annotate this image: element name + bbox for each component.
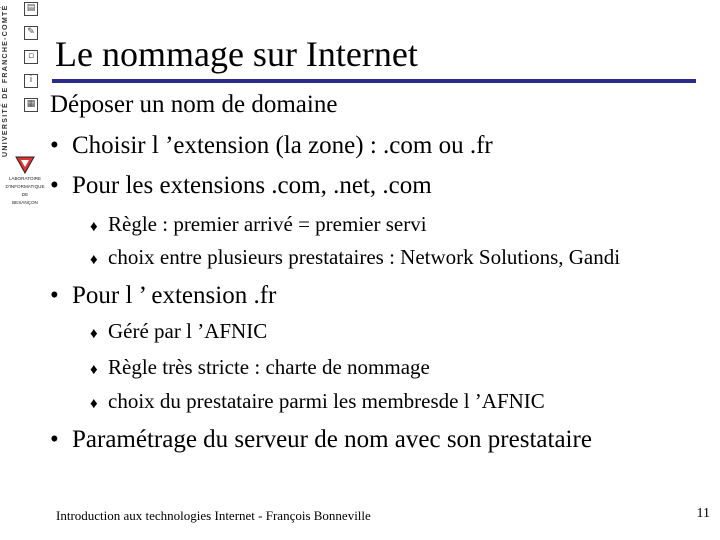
- list-item: [90, 389, 545, 414]
- diamond-bullet-icon: ♦: [90, 252, 98, 268]
- list-item: [50, 132, 493, 160]
- list-item-text: Paramétrage du serveur de nom avec son prestataire: [72, 426, 592, 453]
- list-item-text: Pour les extensions .com, .net, .com: [72, 172, 432, 199]
- diamond-bullet-icon: ♦: [90, 396, 98, 412]
- bullet-icon: •: [50, 132, 59, 159]
- bullet-icon: •: [50, 282, 59, 309]
- diamond-bullet-icon: ♦: [90, 219, 98, 235]
- list-item-text: choix du prestataire parmi les membresde l ’AFNIC: [108, 389, 545, 413]
- list-item: [50, 426, 592, 454]
- info-icon: i: [24, 74, 38, 88]
- list-item: [90, 319, 267, 344]
- bullet-icon: •: [50, 172, 59, 199]
- list-item-text: Déposer un nom de domaine: [50, 91, 338, 118]
- page-number: 11: [696, 506, 710, 521]
- list-item-text: Géré par l ’AFNIC: [108, 319, 268, 343]
- title-underline: [52, 79, 696, 83]
- list-item: [90, 212, 427, 237]
- grid-icon: ▦: [24, 98, 38, 112]
- bullet-icon: •: [50, 426, 59, 453]
- edit-icon: ✎: [24, 26, 38, 40]
- list-item-text: Pour l ’ extension .fr: [72, 282, 277, 309]
- footer-text: Introduction aux technologies Internet - François Bonneville: [56, 508, 371, 523]
- list-item: [90, 355, 430, 380]
- university-name: UNIVERSITÉ DE FRANCHE-COMTÉ: [2, 4, 9, 158]
- university-sidebar: [0, 0, 48, 220]
- diamond-bullet-icon: ♦: [90, 362, 98, 378]
- list-item-text: Règle : premier arrivé = premier servi: [108, 212, 427, 236]
- list-item: [50, 172, 432, 200]
- diamond-bullet-icon: ♦: [90, 326, 98, 342]
- box-icon: ▫: [24, 50, 38, 64]
- lab-logo: [2, 155, 48, 213]
- list-item-text: choix entre plusieurs prestataires : Network Solutions, Gandi: [108, 245, 621, 269]
- list-item: [50, 282, 276, 310]
- list-item-text: Choisir l ’extension (la zone) : .com ou .fr: [72, 132, 493, 159]
- list-item: [90, 245, 620, 270]
- lab-logo-triangle-icon: [2, 155, 48, 175]
- sidebar-icon-column: [22, 2, 44, 122]
- lab-name: LABORATOIRE D'INFORMATIQUE DE BESANÇON: [5, 176, 45, 205]
- document-icon: ▤: [24, 2, 38, 16]
- list-item-text: Règle très stricte : charte de nommage: [108, 355, 430, 379]
- list-item: [50, 91, 337, 119]
- slide-title: Le nommage sur Internet: [55, 34, 418, 74]
